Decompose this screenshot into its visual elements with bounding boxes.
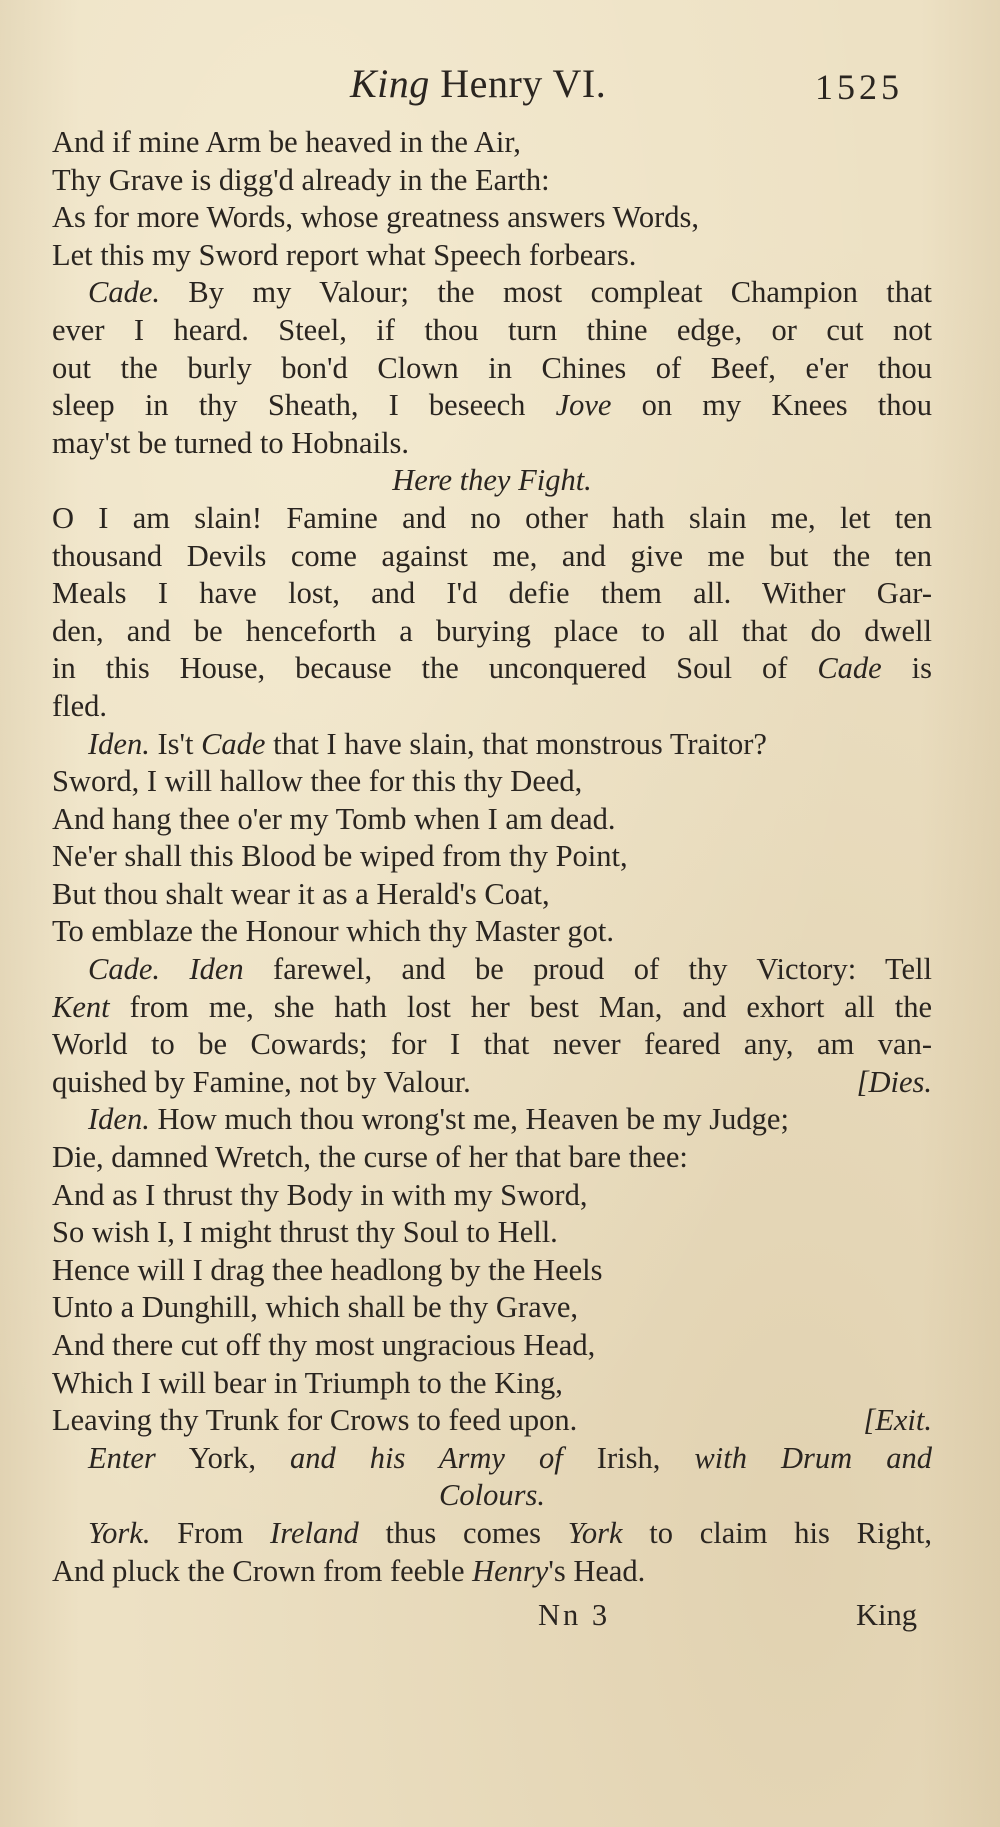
line-text: World to be Cowards; for I that never feared any, am van-	[52, 1027, 932, 1062]
line-text: may'st be turned to Hobnails.	[52, 425, 410, 460]
text-line	[52, 538, 932, 576]
text-line	[52, 387, 932, 425]
line-text: Die, damned Wretch, the curse of her that bare thee:	[52, 1140, 688, 1175]
text-line	[52, 763, 932, 801]
text-line	[52, 801, 932, 839]
line-text: Ne'er shall this Blood be wiped from thy Point,	[52, 839, 628, 874]
text-line	[52, 726, 932, 764]
text-line	[52, 1026, 932, 1064]
text-segment: on my Knees thou	[611, 388, 932, 423]
line-text: thousand Devils come against me, and give me but the ten	[52, 538, 932, 573]
text-line	[52, 1101, 932, 1139]
text-line	[52, 312, 932, 350]
line-text: To emblaze the Honour which thy Master got.	[52, 914, 614, 949]
text-segment: to claim his Right,	[622, 1515, 932, 1550]
italic-segment: York.	[88, 1515, 151, 1550]
line-text: And if mine Arm be heaved in the Air,	[52, 125, 521, 159]
line-text: And hang thee o'er my Tomb when I am dead.	[52, 801, 616, 836]
text-line	[52, 1177, 932, 1215]
italic-segment: Cade	[817, 651, 882, 686]
text-line	[52, 1553, 932, 1591]
line-text: Sword, I will hallow thee for this thy Deed,	[52, 764, 583, 799]
page-number: 1525	[815, 67, 903, 107]
signature-mark: Nn 3	[538, 1598, 611, 1632]
italic-segment: Henry	[472, 1553, 549, 1588]
text-line	[52, 650, 932, 688]
text-line	[52, 162, 932, 200]
text-line	[52, 1515, 932, 1553]
line-text: Unto a Dunghill, which shall be thy Grave,	[52, 1290, 579, 1325]
catchword: King	[856, 1598, 917, 1632]
text-segment: thus comes	[358, 1515, 568, 1550]
line-text: By my Valour; the most compleat Champion that	[160, 275, 932, 310]
page-footer	[0, 1598, 1000, 1643]
stage-direction: Colours.	[439, 1478, 545, 1513]
italic-segment: York	[567, 1515, 623, 1550]
text-line	[52, 237, 932, 275]
stage-direction: Here they Fight.	[392, 463, 592, 498]
italic-segment: Ireland	[270, 1515, 359, 1550]
text-segment: in this House, because the unconquered Soul of	[52, 651, 818, 686]
text-line	[52, 1289, 932, 1327]
italic-segment: Cade	[201, 726, 266, 761]
line-text: So wish I, I might thrust thy Soul to Hell.	[52, 1215, 558, 1250]
text-segment: Irish,	[562, 1440, 695, 1475]
line-text: As for more Words, whose greatness answers Words,	[52, 200, 700, 235]
speaker-name: Iden.	[88, 1102, 150, 1137]
line-text: quished by Famine, not by Valour.	[52, 1064, 471, 1099]
text-segment: from me, she hath lost her best Man, and exhort all the	[109, 989, 932, 1024]
line-text: O I am slain! Famine and no other hath slain me, let ten	[52, 500, 932, 535]
page-header	[0, 60, 1000, 120]
italic-segment: and his Army of	[290, 1440, 563, 1475]
running-title-italic: King	[350, 61, 430, 106]
line-text: Let this my Sword report what Speech forbears.	[52, 237, 637, 272]
line-text: Meals I have lost, and I'd defie them all. Wither Gar-	[52, 576, 932, 611]
line-text: How much thou wrong'st me, Heaven be my Judge;	[149, 1102, 789, 1137]
text-line	[52, 688, 932, 726]
text-line	[52, 1214, 932, 1252]
text-line	[52, 1139, 932, 1177]
text-line	[52, 1064, 932, 1102]
text-segment: From	[150, 1515, 271, 1550]
text-segment: farewel, and be proud of thy Victory: Tell	[243, 952, 932, 987]
text-line	[52, 951, 932, 989]
text-line	[52, 1402, 932, 1440]
italic-segment: Jove	[555, 388, 612, 423]
play-text	[52, 124, 932, 1590]
text-line	[52, 575, 932, 613]
italic-segment: Enter	[88, 1440, 156, 1475]
running-title	[350, 60, 606, 107]
text-line	[52, 1252, 932, 1290]
text-line	[52, 1327, 932, 1365]
text-line	[52, 913, 932, 951]
text-line	[52, 350, 932, 388]
line-text: den, and be henceforth a burying place to all that do dwell	[52, 613, 932, 648]
text-segment: is	[881, 651, 932, 686]
line-text: Thy Grave is digg'd already in the Earth:	[52, 162, 550, 197]
line-text: Hence will I drag thee headlong by the Heels	[52, 1252, 603, 1287]
line-text: out the burly bon'd Clown in Chines of Beef, e'er thou	[52, 350, 932, 385]
text-line	[52, 838, 932, 876]
italic-segment: with Drum and	[694, 1440, 932, 1475]
text-segment: And pluck the Crown from feeble	[52, 1553, 473, 1588]
text-line	[52, 1477, 932, 1515]
text-line	[52, 876, 932, 914]
running-title-roman: Henry VI.	[429, 61, 607, 106]
text-line	[52, 199, 932, 237]
line-text: And as I thrust thy Body in with my Sword,	[52, 1177, 588, 1212]
line-text: But thou shalt wear it as a Herald's Coat,	[52, 876, 550, 911]
text-line	[52, 425, 932, 463]
text-segment: that I have slain, that monstrous Traitor?	[265, 726, 767, 761]
text-line	[52, 500, 932, 538]
line-text: ever I heard. Steel, if thou turn thine edge, or cut not	[52, 312, 932, 347]
line-text: Leaving thy Trunk for Crows to feed upon.	[52, 1403, 578, 1438]
text-line	[52, 1365, 932, 1403]
italic-segment: Iden.	[88, 726, 150, 761]
text-line	[52, 1440, 932, 1478]
text-segment: 's Head.	[548, 1553, 646, 1588]
line-text: Which I will bear in Triumph to the King,	[52, 1365, 563, 1400]
text-segment: York,	[155, 1440, 290, 1475]
italic-segment: Kent	[52, 989, 110, 1024]
stage-direction: [Dies.	[856, 1064, 932, 1099]
text-segment: sleep in thy Sheath, I beseech	[52, 388, 556, 423]
text-line	[52, 613, 932, 651]
line-text: And there cut off thy most ungracious Head,	[52, 1328, 596, 1362]
text-line	[52, 274, 932, 312]
speaker-name: Cade.	[88, 275, 161, 310]
stage-direction: [Exit.	[863, 1403, 932, 1438]
text-segment: Is't	[149, 726, 202, 761]
text-line	[52, 124, 932, 162]
text-line	[52, 462, 932, 500]
italic-segment: Cade. Iden	[88, 952, 244, 987]
line-text: fled.	[52, 688, 108, 723]
text-line	[52, 989, 932, 1027]
